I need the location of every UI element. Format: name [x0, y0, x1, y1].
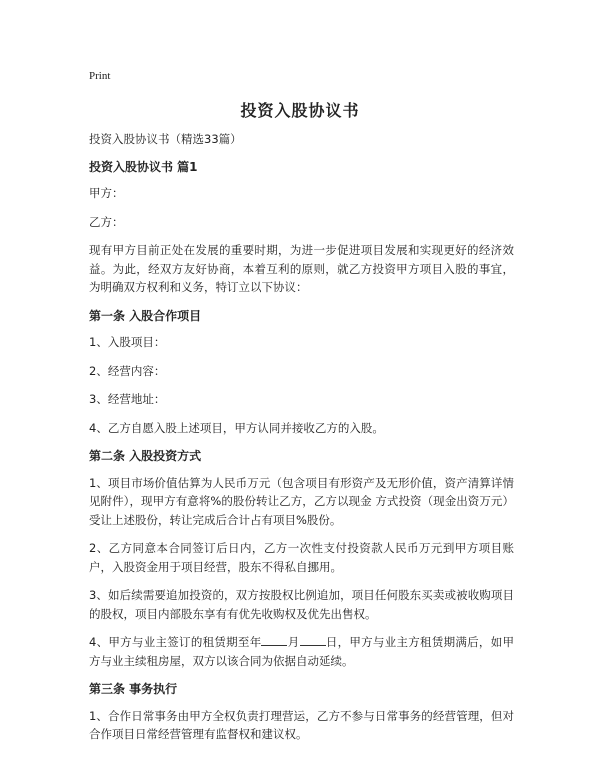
document-title: 投资入股协议书 [240, 101, 360, 120]
article1-item: 3、经营地址： [89, 392, 166, 406]
print-link[interactable]: Print [89, 70, 111, 82]
lease-text-part3: 日，甲方与业主方租赁期满后，如甲方与业主续租房屋，双方以该合同为依据自动延续。 [89, 635, 514, 668]
article2-heading: 第二条 入股投资方式 [89, 449, 202, 463]
article1-item: 1、入股项目： [89, 335, 166, 349]
article2-item: 1、项目市场价值估算为人民币万元（包含项目有形资产及无形价值，资产清算详情见附件），现甲方有意将%的股份转让乙方，乙方以现金 方式投资（现金出资万元）受让上述股份，转让完成后合计占有项目%股份。 [89, 475, 514, 527]
article1-item: 4、乙方自愿入股上述项目，甲方认同并接收乙方的入股。 [89, 420, 384, 435]
blank-month-field [261, 634, 287, 646]
article3-item: 1、合作日常事务由甲方全权负责打理营运，乙方不参与日常事务的经营管理，但对合作项目日常经营管理有监督权和建议权。 [89, 708, 514, 741]
article1-item: 2、经营内容： [89, 363, 166, 378]
lease-text-part1: 4、甲方与业主签订的租赁期至年 [89, 635, 262, 649]
document-body [89, 130, 514, 754]
intro-paragraph: 现有甲方目前正处在发展的重要时期，为进一步促进项目发展和实现更好的经济效益。为此，经双方友好协商，本着互利的原则，就乙方投资甲方项目入股的事宜，为明确双方权利和义务，特订立以下协议： [89, 243, 514, 294]
party-b-line: 乙方： [89, 214, 124, 229]
article3-heading: 第三条 事务执行 [89, 682, 178, 696]
article2-item: 2、乙方同意本合同签订后日内，乙方一次性支付投资款人民币万元到甲方项目账户，入股资金用于项目经营，股东不得私自挪用。 [89, 541, 514, 574]
lease-text-part2: 月 [287, 635, 300, 649]
party-a-line: 甲方： [89, 186, 124, 200]
section-title: 投资入股协议书 篇1 [89, 159, 198, 174]
article1-heading: 第一条 入股合作项目 [89, 308, 202, 323]
blank-day-field [300, 634, 326, 646]
article2-item: 3、如后续需要追加投资的，双方按股权比例追加，项目任何股东买卖或被收购项目的股权，项目内部股东享有有优先收购权及优先出售权。 [89, 588, 514, 621]
document-subtitle: 投资入股协议书（精选33篇） [89, 132, 242, 146]
article2-item-lease [89, 633, 514, 670]
